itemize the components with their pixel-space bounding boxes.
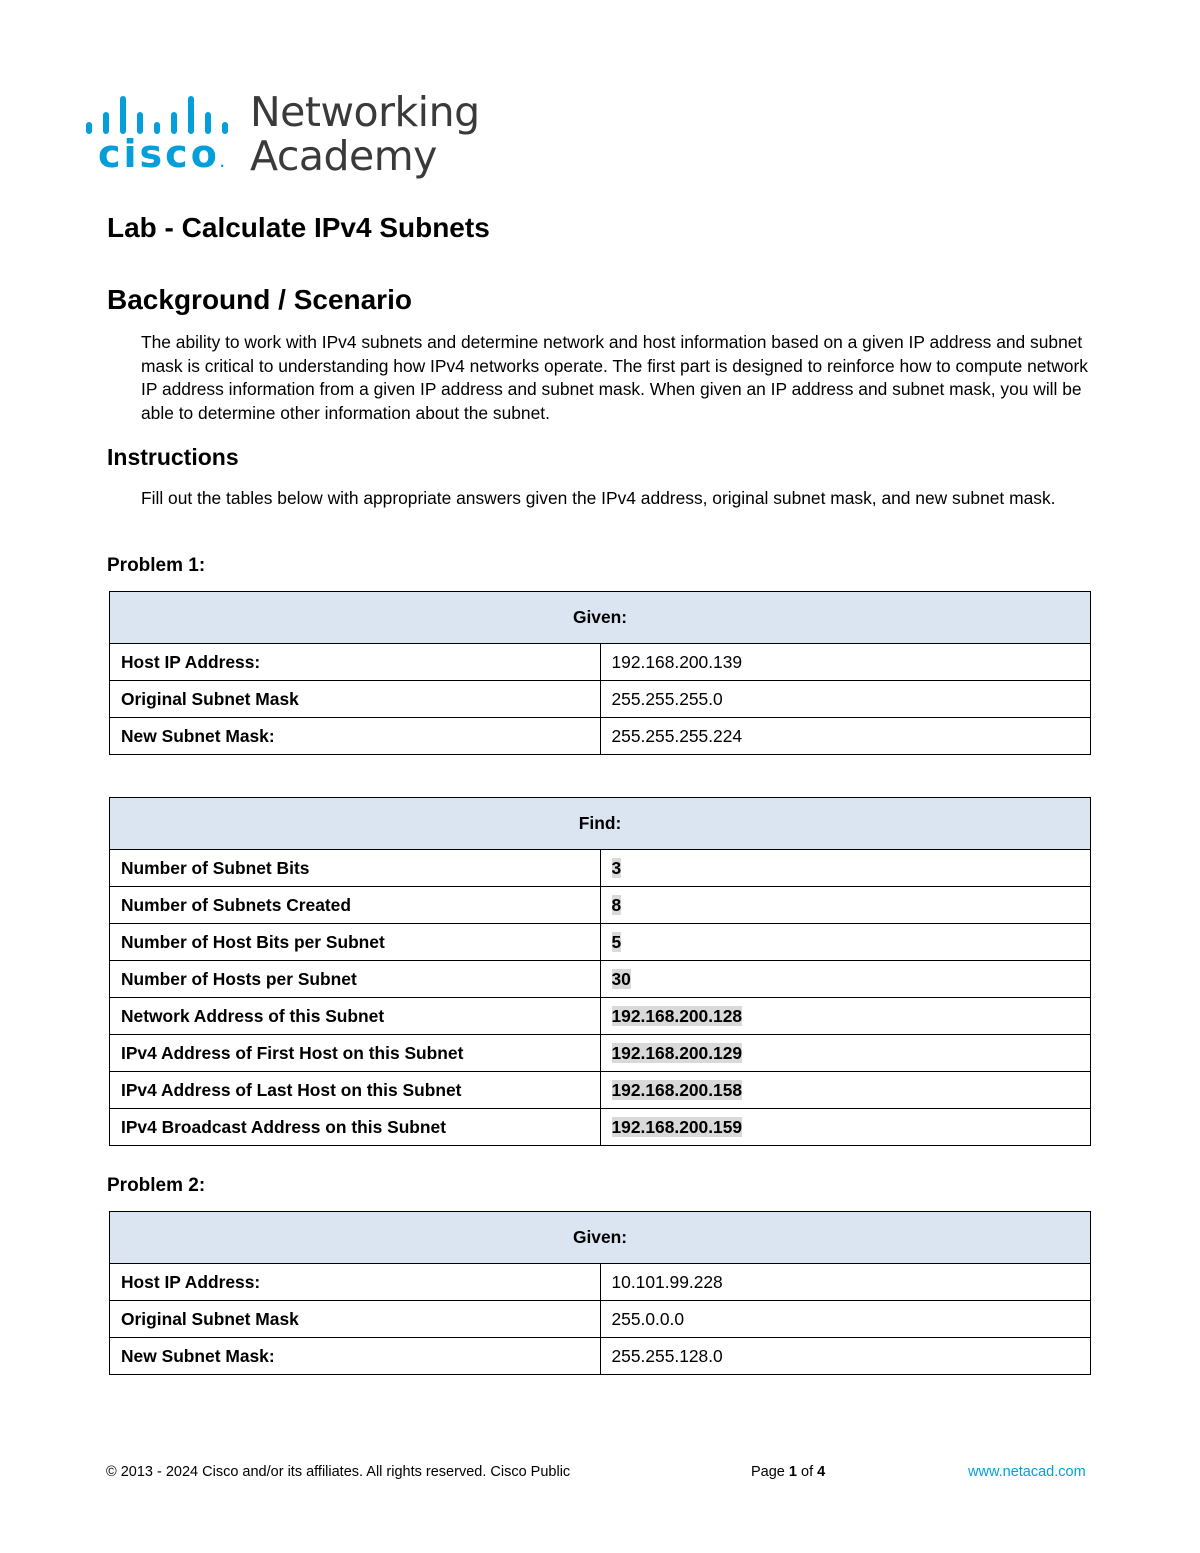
row-value: 255.255.128.0: [600, 1338, 1091, 1375]
table-row: [110, 1072, 1091, 1109]
answer-cell: [600, 1035, 1091, 1072]
answer-cell: [600, 1109, 1091, 1146]
table-row: [110, 1035, 1091, 1072]
answer-cell: [600, 924, 1091, 961]
table-header-row: [110, 592, 1091, 644]
problem-1-find-table: [109, 797, 1091, 1146]
answer-value: 3: [611, 857, 622, 878]
table-header-row: [110, 1212, 1091, 1264]
table-row: [110, 1338, 1091, 1375]
row-value: 255.0.0.0: [600, 1301, 1091, 1338]
footer-page-number: Page 1 of 4: [751, 1464, 826, 1480]
row-label: Original Subnet Mask: [110, 1301, 601, 1338]
page-title: Lab - Calculate IPv4 Subnets: [107, 212, 490, 243]
answer-cell: [600, 850, 1091, 887]
answer-cell: [600, 1072, 1091, 1109]
given-header: Given:: [110, 592, 1091, 644]
problem-1-given-table: [109, 591, 1091, 755]
instructions-heading: Instructions: [107, 444, 239, 470]
row-label: Network Address of this Subnet: [110, 998, 601, 1035]
background-heading: Background / Scenario: [107, 284, 412, 315]
row-value: 192.168.200.139: [600, 644, 1091, 681]
find-header: Find:: [110, 798, 1091, 850]
row-label: Number of Host Bits per Subnet: [110, 924, 601, 961]
answer-value: 192.168.200.128: [611, 1005, 743, 1026]
problem-2-given-table: [109, 1211, 1091, 1375]
answer-cell: [600, 887, 1091, 924]
row-label: IPv4 Address of First Host on this Subnet: [110, 1035, 601, 1072]
table-row: [110, 924, 1091, 961]
instructions-paragraph: Fill out the tables below with appropriate answers given the IPv4 address, original subnet mask, and new subnet mask.: [141, 488, 1056, 508]
table-row: [110, 1264, 1091, 1301]
footer-website-link[interactable]: www.netacad.com: [968, 1464, 1086, 1480]
answer-value: 192.168.200.129: [611, 1042, 743, 1063]
problem-2-label: Problem 2:: [107, 1175, 206, 1196]
table-row: [110, 850, 1091, 887]
row-label: New Subnet Mask:: [110, 718, 601, 755]
row-label: IPv4 Broadcast Address on this Subnet: [110, 1109, 601, 1146]
row-label: Host IP Address:: [110, 644, 601, 681]
answer-value: 192.168.200.159: [611, 1116, 743, 1137]
footer-copyright: © 2013 - 2024 Cisco and/or its affiliates. All rights reserved. Cisco Public: [106, 1464, 571, 1480]
row-label: New Subnet Mask:: [110, 1338, 601, 1375]
table-row: [110, 998, 1091, 1035]
answer-cell: [600, 998, 1091, 1035]
cisco-networking-academy-logo: [86, 88, 480, 180]
given-header: Given:: [110, 1212, 1091, 1264]
row-label: Host IP Address:: [110, 1264, 601, 1301]
logo-academy-text: Academy: [250, 132, 437, 180]
table-row: [110, 887, 1091, 924]
row-label: Number of Subnets Created: [110, 887, 601, 924]
table-row: [110, 1109, 1091, 1146]
row-value: 255.255.255.224: [600, 718, 1091, 755]
logo-networking-text: Networking: [250, 88, 480, 136]
row-label: Original Subnet Mask: [110, 681, 601, 718]
answer-value: 8: [611, 894, 622, 915]
table-row: [110, 961, 1091, 998]
problem-1-label: Problem 1:: [107, 555, 206, 576]
answer-value: 30: [611, 968, 631, 989]
table-row: [110, 681, 1091, 718]
answer-cell: [600, 961, 1091, 998]
answer-value: 192.168.200.158: [611, 1079, 743, 1100]
table-row: [110, 1301, 1091, 1338]
row-label: IPv4 Address of Last Host on this Subnet: [110, 1072, 601, 1109]
cisco-bars-icon: [86, 92, 234, 134]
table-header-row: [110, 798, 1091, 850]
background-paragraph: The ability to work with IPv4 subnets and determine network and host information based on a given IP address and subnet mask is critical to understanding how IPv4 networks operate. The first part is designed to reinforce how to compute network IP address information from a given IP address and subnet mask. When given an IP address and subnet mask, you will be able to determine other information about the subnet.: [141, 332, 1088, 423]
row-label: Number of Hosts per Subnet: [110, 961, 601, 998]
row-label: Number of Subnet Bits: [110, 850, 601, 887]
row-value: 255.255.255.0: [600, 681, 1091, 718]
cisco-wordmark: cisco.: [98, 132, 225, 176]
table-row: [110, 644, 1091, 681]
answer-value: 5: [611, 931, 622, 952]
row-value: 10.101.99.228: [600, 1264, 1091, 1301]
table-row: [110, 718, 1091, 755]
